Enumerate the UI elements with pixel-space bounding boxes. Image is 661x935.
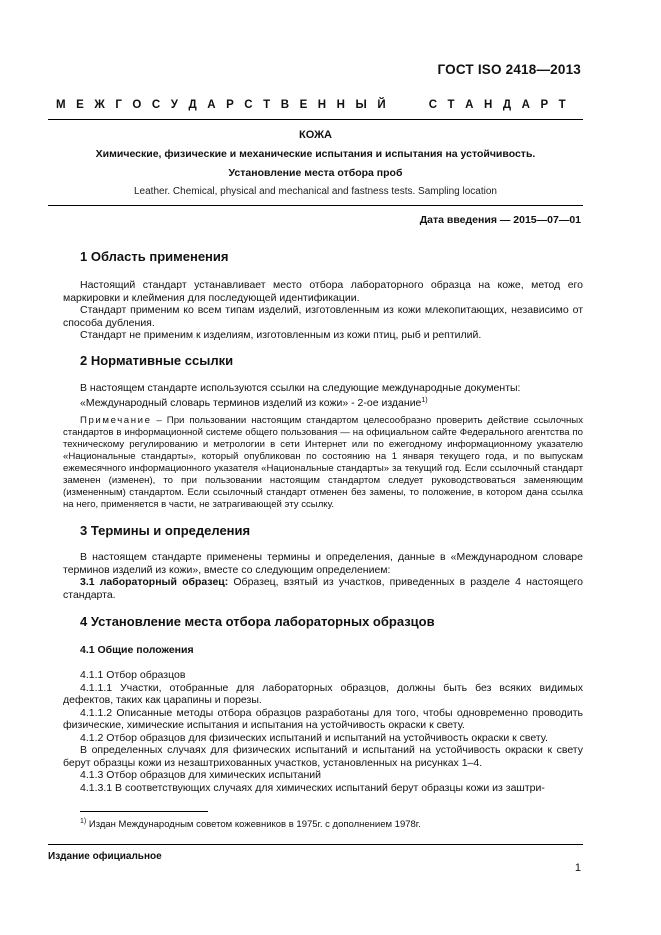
title-main: КОЖА [298, 129, 332, 141]
banner-letter: А [465, 99, 474, 111]
banner-word-gap [396, 99, 418, 111]
banner-letter: Т [263, 99, 271, 111]
section-1-paragraph: Настоящий стандарт устанавливает место отбора лабораторного образца на коже, метод его маркировки и клеймения для последующей идентификации. [63, 279, 583, 304]
term-definition [63, 576, 583, 601]
section-3-body [63, 551, 583, 601]
section-1-paragraph: Стандарт применим ко всем типам изделий, изготовленным из кожи млекопитающих, независимо от способа дубления. [63, 304, 583, 329]
title-line-2: Химические, физические и механические испытания и испытания на устойчивость. [95, 148, 536, 160]
title-line-3: Установление места отбора проб [228, 167, 403, 179]
banner-letter: Й [377, 99, 386, 111]
dictionary-reference: «Международный словарь терминов изделий из кожи» - 2-ое издание [80, 396, 422, 409]
note-paragraph [63, 415, 583, 511]
clause-4-1-3: 4.1.3 Отбор образцов для химических испытаний [80, 769, 321, 781]
banner-letter: Е [76, 99, 84, 111]
banner-letter: У [170, 99, 178, 111]
section-4-body [63, 669, 583, 794]
section-3-paragraph: В настоящем стандарте применены термины и определения, данные в «Международном словаре терминов изделий из кожи», вместе со следующим определением: [63, 551, 583, 576]
section-2-paragraph [63, 395, 583, 410]
top-rule [48, 119, 583, 120]
banner-letter: В [280, 99, 290, 111]
title-rule [48, 205, 583, 206]
subsection-4-1-heading: 4.1 Общие положения [80, 644, 194, 656]
section-3-heading: 3 Термины и определения [80, 523, 251, 538]
title-english: Leather. Chemical, physical and mechanical and fastness tests. Sampling location [134, 186, 497, 197]
date-of-introduction: Дата введения — 2015—07—01 [419, 214, 581, 226]
banner-letter: Г [115, 99, 122, 111]
banner-letter: Ы [355, 99, 367, 111]
interstate-standard-banner [56, 99, 566, 111]
section-1-heading: 1 Область применения [80, 249, 229, 264]
banner-letter: Н [483, 99, 493, 111]
note-block [63, 415, 583, 511]
banner-letter: С [428, 99, 437, 111]
footer-rule [48, 844, 583, 845]
section-2-heading: 2 Нормативные ссылки [80, 353, 234, 368]
clause-4-1-1-1: 4.1.1.1 Участки, отобранные для лабораторных образцов, должны быть без всяких видимых дефектов, таких как царапины и порезы. [63, 681, 583, 706]
section-2-paragraph: В настоящем стандарте используются ссылки на следующие международные документы: [80, 382, 521, 394]
banner-letter: Ж [94, 99, 105, 111]
banner-letter: Т [558, 99, 566, 111]
banner-letter: С [151, 99, 161, 111]
clause-4-1-1-2: 4.1.1.2 Описанные методы отбора образцов разработаны для того, чтобы одновременно проводить физические, химические испытания и испытания на устойчивость окраски к свету. [63, 706, 583, 731]
clause-4-1-2: 4.1.2 Отбор образцов для физических испытаний и испытаний на устойчивость окраски к свету. [80, 731, 548, 744]
banner-letter: С [244, 99, 253, 111]
section-4-heading: 4 Установление места отбора лабораторных образцов [80, 614, 435, 629]
banner-letter: Д [502, 99, 512, 111]
footnote-mark: 1) [80, 818, 87, 825]
section-2-body [63, 382, 583, 409]
banner-letter: Р [226, 99, 234, 111]
banner-letter: Н [336, 99, 345, 111]
page-number: 1 [574, 862, 581, 874]
banner-letter: Д [188, 99, 197, 111]
note-label: Примечание [80, 415, 152, 426]
note-text: – При пользовании настоящим стандартом целесообразно проверить действие ссылочных стандартов в информационной системе общего пользования — на официальном сайте Федерального агентства по техническому регулированию и метрологии в сети Интернет или по ежегодному информационному указателю «Национальные стандарты», который опубликован по состоянию на 1 января текущего года, и по выпускам ежемесячного информационного указателя «Национальные стандарты» за текущий год. Если ссылочный стандарт заменен (изменен), то при пользовании настоящим стандартом следует руководствоваться заменяющим (измененным) стандартом. Если ссылочный стандарт отменен без замены, то положение, в котором дана ссылка на него, применяется в части, не затрагивающей эту ссылку. [63, 415, 583, 510]
banner-letter: М [56, 99, 66, 111]
edition-label: Издание официальное [48, 851, 162, 862]
clause-4-1-2-text: В определенных случаях для физических испытаний и испытаний на устойчивость окраски к свету берут образцы кожи из незаштрихованных участков, установленных на рисунках 1–4. [63, 744, 583, 769]
banner-letter: А [207, 99, 216, 111]
banner-letter: Н [317, 99, 327, 111]
section-1-paragraph: Стандарт не применим к изделиям, изготовленным из кожи птиц, рыб и рептилий. [80, 329, 482, 341]
footnote-text: Издан Международным советом кожевников в 1975г. с дополнением 1978г. [86, 819, 421, 830]
banner-letter: Е [299, 99, 308, 111]
document-code: ГОСТ ISO 2418—2013 [437, 62, 581, 77]
banner-letter: Т [447, 99, 455, 111]
clause-4-1-3-1: 4.1.3.1 В соответствующих случаях для химических испытаний берут образцы кожи из заштри- [80, 781, 545, 794]
banner-letter: А [521, 99, 530, 111]
banner-letter: О [132, 99, 142, 111]
banner-letter: Р [540, 99, 549, 111]
footnote [80, 818, 421, 830]
footnote-reference: 1) [421, 396, 428, 404]
footnote-rule [80, 811, 208, 812]
term-text: Образец, взятый из участков, приведенных в разделе 4 настоящего стандарта. [63, 576, 583, 601]
term-name: 3.1 лабораторный образец: [80, 576, 229, 588]
clause-4-1-1: 4.1.1 Отбор образцов [80, 669, 186, 681]
section-1-body [63, 279, 583, 342]
